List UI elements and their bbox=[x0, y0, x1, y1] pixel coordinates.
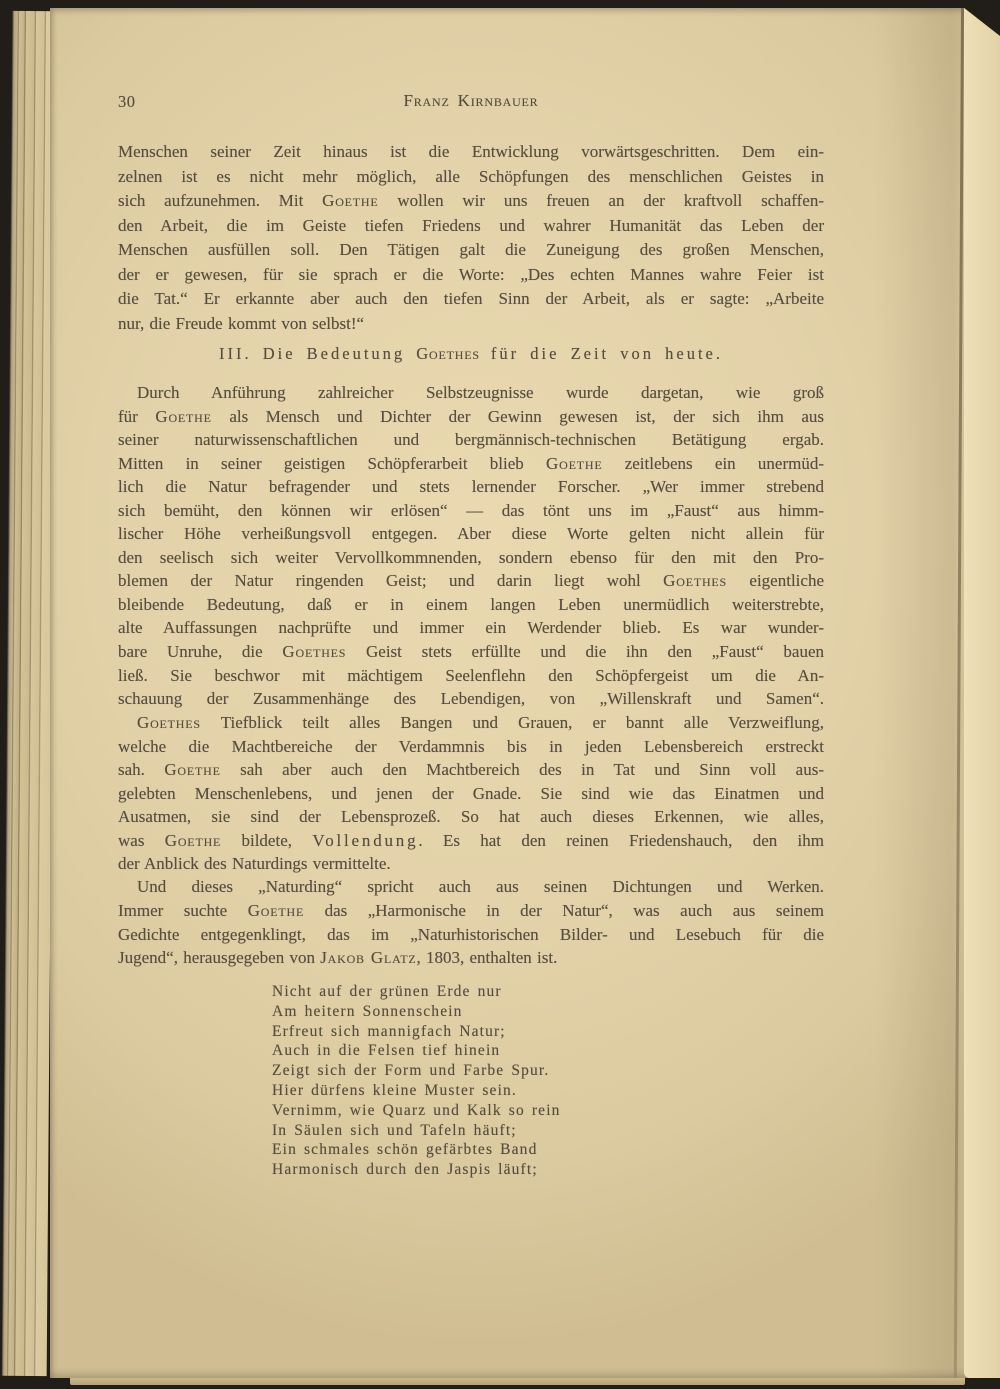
text-line: Menschen seiner Zeit hinaus ist die Entwicklung vorwärtsgeschritten. Dem ein- bbox=[118, 142, 824, 161]
text-line: gelebten Menschenlebens, und jenen der Gnade. Sie sind wie das Einatmen und bbox=[118, 783, 824, 803]
poem bbox=[272, 982, 732, 1180]
page-number: 30 bbox=[118, 92, 136, 111]
text-line: Menschen ausfüllen soll. Den Tätigen galt die Zuneigung des großen Menschen, bbox=[118, 240, 824, 259]
book-spine-page-edges bbox=[2, 11, 58, 1376]
paragraph bbox=[118, 140, 824, 336]
small-caps-name: Goethe bbox=[155, 406, 212, 426]
text-line: was Goethe bildete, Vollendung. Es hat den reinen Friedenshauch, den ihm bbox=[118, 830, 824, 850]
paragraph bbox=[118, 711, 824, 876]
text-line: schauung der Zusammenhänge des Lebendigen, von „Willenskraft und Samen“. bbox=[118, 689, 824, 709]
text-line: Und dieses „Naturding“ spricht auch aus seinen Dichtungen und Werken. bbox=[137, 877, 824, 896]
text-line: Durch Anführung zahlreicher Selbstzeugnisse wurde dargetan, wie groß bbox=[137, 383, 824, 402]
small-caps-name: Goethe bbox=[164, 830, 222, 850]
text-line: ließ. Sie beschwor mit mächtigem Seelenflehn den Schöpfergeist um die An- bbox=[118, 665, 824, 685]
paragraph bbox=[118, 381, 824, 711]
small-caps-name: Goethe bbox=[247, 900, 305, 920]
text-line: seiner naturwissenschaftlichen und bergmännisch-technischen Betätigung ergab. bbox=[118, 430, 824, 450]
running-header bbox=[118, 91, 824, 111]
poem-line: Zeigt sich der Form und Farbe Spur. bbox=[272, 1062, 550, 1080]
text-line: bare Unruhe, die Goethes Geist stets erfüllte und die ihn den „Faust“ bauen bbox=[118, 642, 824, 662]
under-page-edge bbox=[70, 1377, 965, 1385]
text-line: Immer suchte Goethe das „Harmonische in der Natur“, was auch aus seinem bbox=[118, 900, 824, 920]
poem-line: Am heitern Sonnenschein bbox=[272, 1002, 463, 1020]
text-line: bleibende Bedeutung, daß er in einem langen Leben unermüdlich weiterstrebte, bbox=[118, 594, 824, 614]
text-line: lischer Höhe verheißungsvoll entgegen. Aber diese Worte gelten nicht allein für bbox=[118, 524, 824, 544]
text-line: sich aufzunehmen. Mit Goethe wollen wir uns freuen an der kraftvoll schaffen- bbox=[118, 191, 824, 210]
text-line: der Anblick des Naturdings vermittelte. bbox=[118, 854, 391, 874]
text-line: lich die Natur befragender und stets lernender Forscher. „Wer immer strebend bbox=[118, 477, 824, 497]
text-line: Goethes Tiefblick teilt alles Bangen und Grauen, er bannt alle Verzweiflung, bbox=[137, 713, 824, 732]
small-caps-name: Goethe bbox=[164, 760, 221, 780]
text-line: nur, die Freude kommt von selbst!“ bbox=[118, 313, 365, 333]
text-line: Ausatmen, sie sind der Lebensprozeß. So hat auch dieses Erkennen, wie alles, bbox=[118, 807, 824, 827]
text-line: die Tat.“ Er erkannte aber auch den tiefen Sinn der Arbeit, als er sagte: „Arbeite bbox=[118, 289, 824, 308]
poem-line: Erfreut sich mannigfach Natur; bbox=[272, 1022, 506, 1040]
small-caps-name: Jakob Glatz bbox=[320, 948, 417, 968]
poem-line: Hier dürfens kleine Muster sein. bbox=[272, 1081, 517, 1099]
text-line: blemen der Natur ringenden Geist; und darin liegt wohl Goethes eigentliche bbox=[118, 571, 824, 591]
text-line: Mitten in seiner geistigen Schöpferarbeit blieb Goethe zeitlebens ein unermüd- bbox=[118, 453, 825, 473]
text-line: sah. Goethe sah aber auch den Machtbereich des in Tat und Sinn voll aus- bbox=[118, 760, 824, 780]
text-line: Jugend“, herausgegeben von Jakob Glatz, 1803, enthalten ist. bbox=[118, 948, 558, 968]
text-line: zelnen ist es nicht mehr möglich, alle Schöpfungen des menschlichen Geistes in bbox=[118, 166, 824, 186]
text-line: den Arbeit, die im Geiste tiefen Friedens und wahrer Humanität das Leben der bbox=[118, 215, 824, 235]
small-caps-name: Goethes bbox=[282, 642, 347, 662]
small-caps-name: Goethes bbox=[416, 344, 480, 363]
text-line: für Goethe als Mensch und Dichter der Gewinn gewesen ist, der sich ihm aus bbox=[118, 406, 825, 426]
poem-line: Nicht auf der grünen Erde nur bbox=[272, 983, 502, 1000]
text-line: sich bemüht, den können wir erlösen“ — das tönt uns im „Faust“ aus himm- bbox=[118, 500, 824, 520]
poem-line: Ein schmales schön gefärbtes Band bbox=[272, 1141, 538, 1159]
poem-line: Vernimm, wie Quarz und Kalk so rein bbox=[272, 1101, 561, 1119]
paragraph bbox=[118, 875, 824, 970]
text-line: den seelisch sich weiter Vervollkommnenden, sondern ebenso für den mit den Pro- bbox=[118, 547, 824, 567]
adjacent-page-edge bbox=[964, 8, 1000, 1378]
text-line: Gedichte entgegenklingt, das im „Naturhistorischen Bilder- und Lesebuch für die bbox=[118, 924, 824, 944]
small-caps-name: Goethes bbox=[137, 713, 201, 732]
small-caps-name: Goethe bbox=[322, 191, 379, 210]
text-line: alte Auffassungen nachprüfte und immer ein Werdender blieb. Es war wunder- bbox=[118, 618, 824, 638]
poem-line: In Säulen sich und Tafeln häuft; bbox=[272, 1121, 517, 1139]
text-line: welche die Machtbereiche der Verdammnis bis in jeden Lebensbereich erstreckt bbox=[118, 736, 824, 756]
emphasized-word: Vollendung bbox=[312, 830, 419, 850]
small-caps-name: Goethes bbox=[663, 571, 728, 591]
poem-line: Auch in die Felsen tief hinein bbox=[272, 1042, 501, 1060]
section-heading: III. Die Bedeutung Goethes für die Zeit von heute. bbox=[218, 344, 723, 363]
small-caps-name: Goethe bbox=[546, 453, 603, 473]
poem-line: Harmonisch durch den Jaspis läuft; bbox=[272, 1161, 538, 1179]
small-caps-name: Franz Kirnbauer bbox=[403, 91, 539, 110]
text-line: der er gewesen, für sie sprach er die Worte: „Des echten Mannes wahre Feier ist bbox=[118, 264, 824, 284]
